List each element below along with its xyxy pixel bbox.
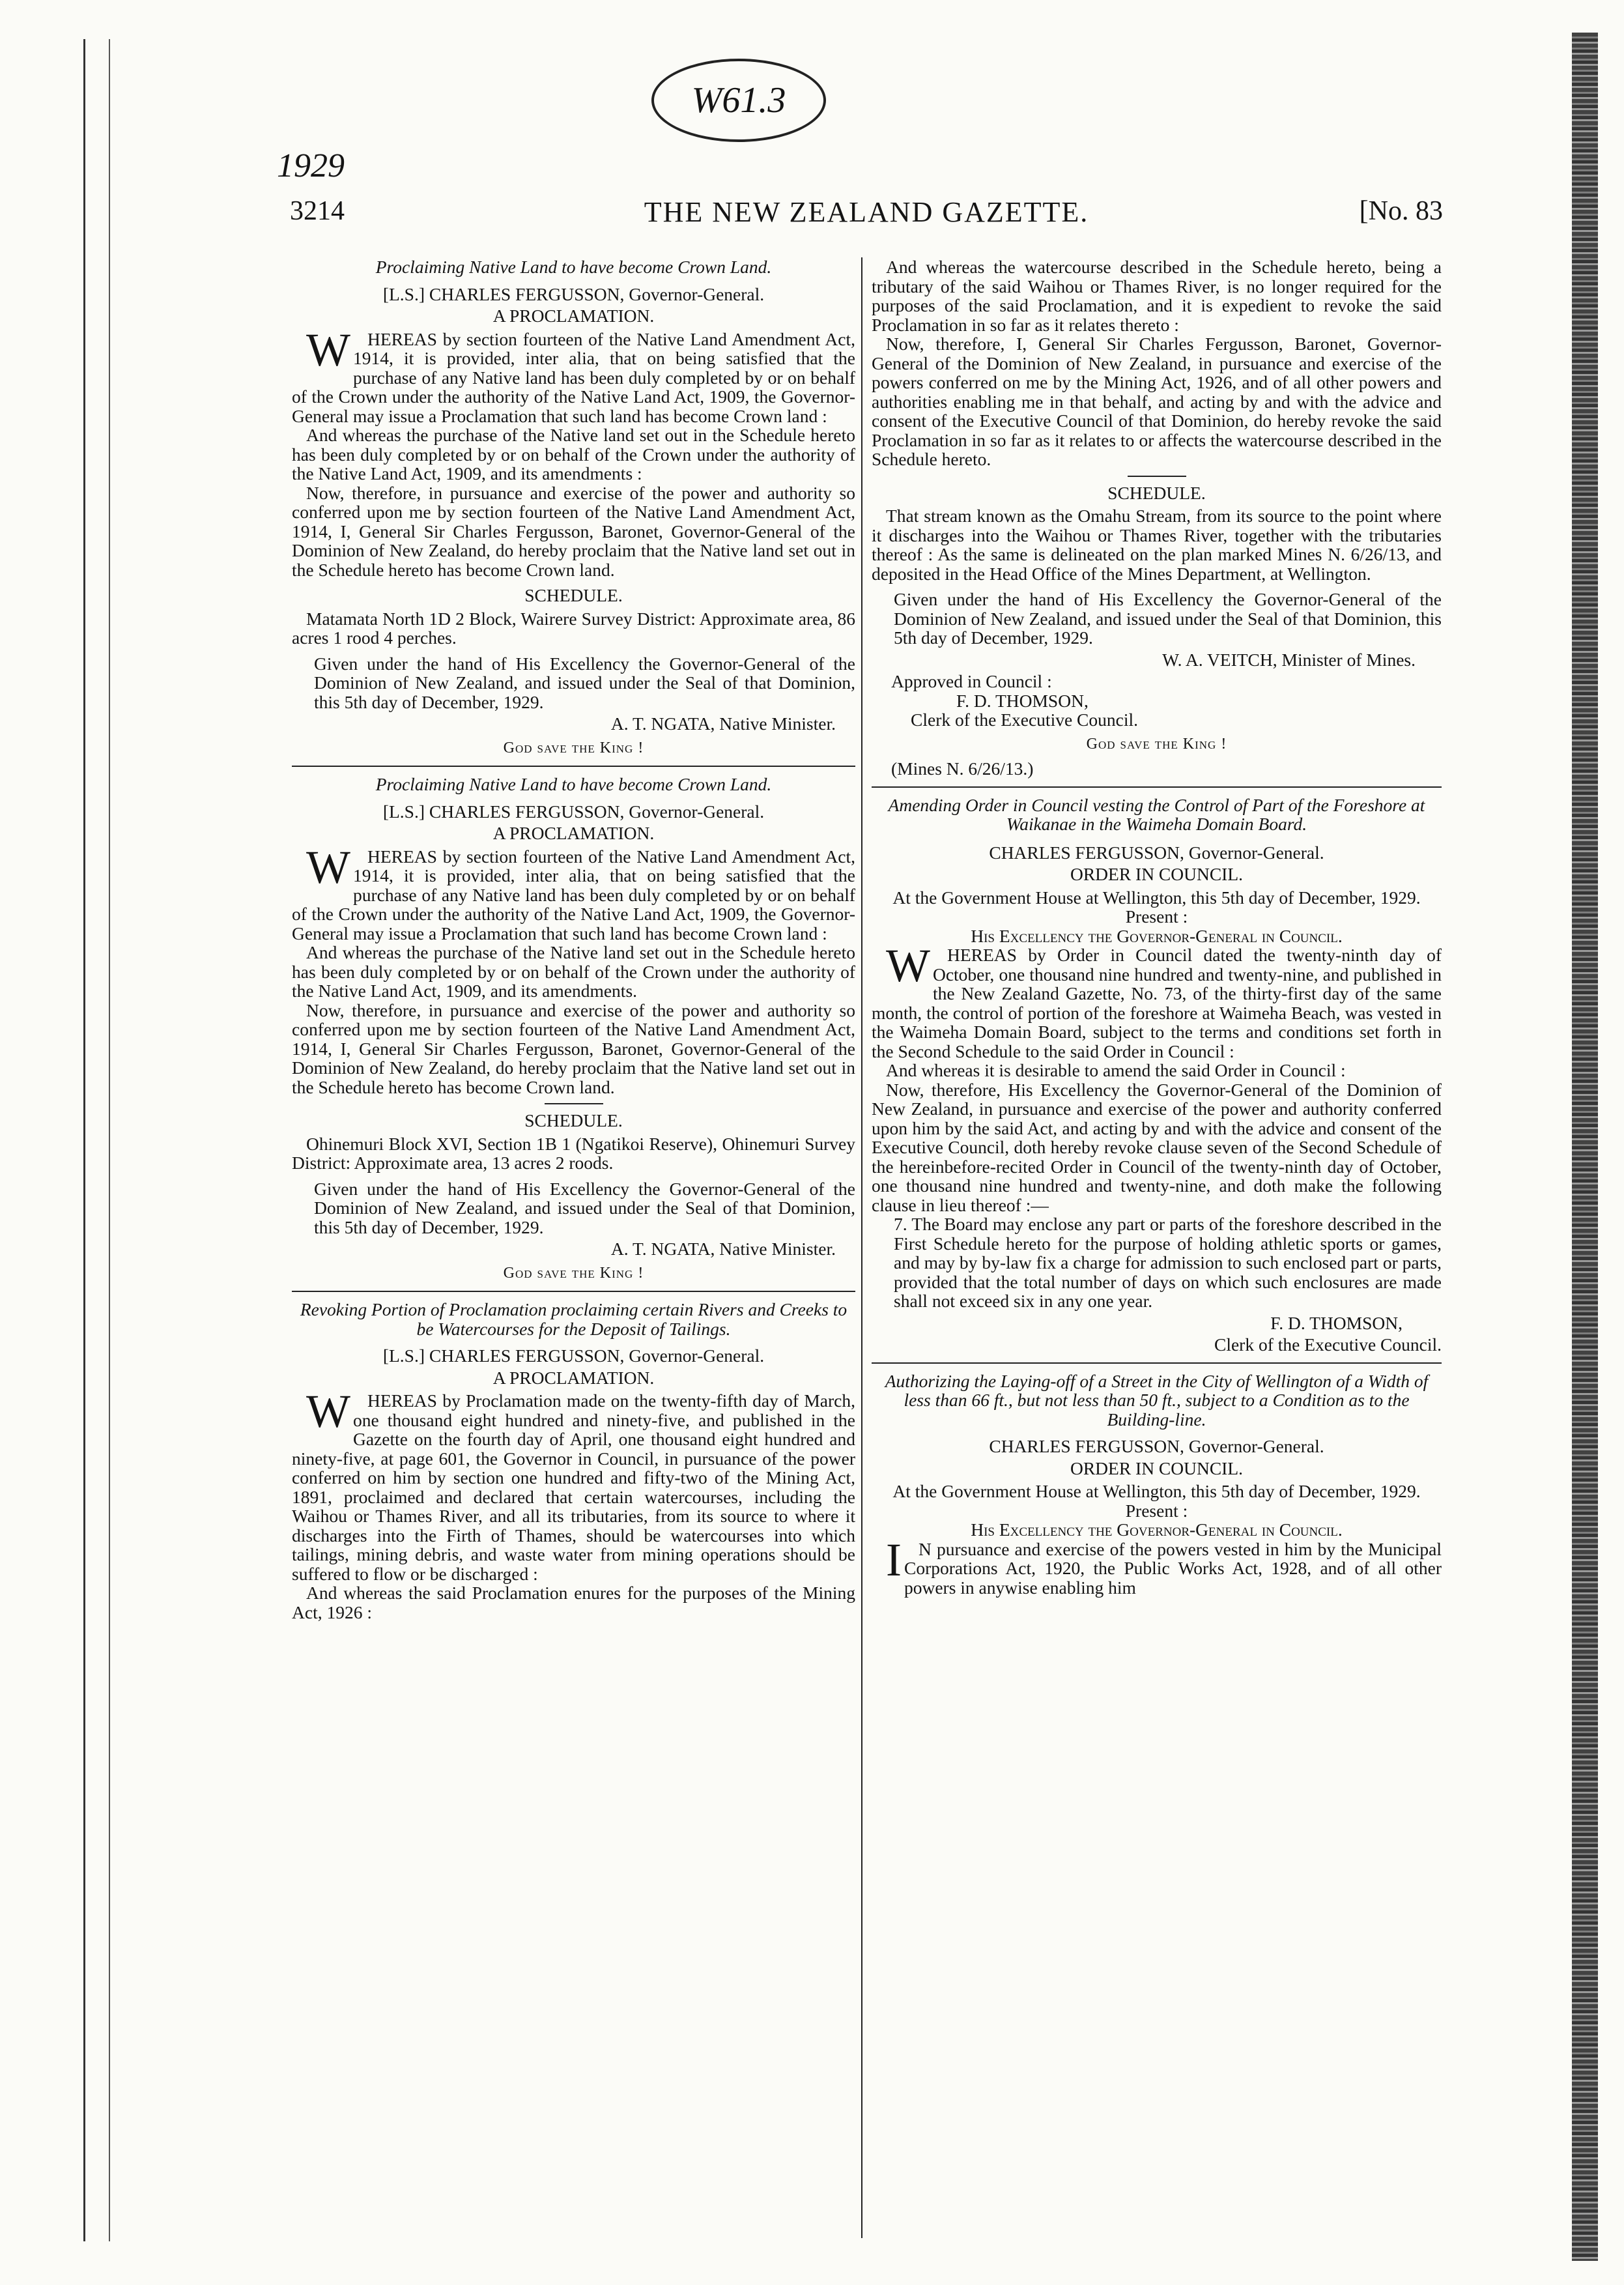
god-save-the-king: God save the King ! <box>503 739 644 756</box>
governor-line: [L.S.] CHARLES FERGUSSON, Governor-General. <box>382 283 765 304</box>
governor-line: [L.S.] CHARLES FERGUSSON, Governor-General. <box>382 1345 765 1366</box>
schedule-text: Matamata North 1D 2 Block, Wairere Survey District: Approximate area, 86 acres 1 rood 4 perches. <box>292 608 855 648</box>
drop-cap: W <box>306 841 350 893</box>
present-label: Present : <box>1125 1500 1188 1521</box>
paragraph: HEREAS by section fourteen of the Native Land Amendment Act, 1914, it is provided, inter alia, that on being satisfied that the purchase of any Native land has been duly completed by or on behalf of the Crown under the authority of the Native Land Act, 1909, the Governor-General may issue a Proclamation that such land has become Crown land : <box>292 328 855 426</box>
clause-seven: 7. The Board may enclose any part or parts of the foreshore described in the First Schedule hereto for the purpose of holding athletic sports or games, and may by by-law fix a charge for admission to such enclosed part or parts, provided that the total number of days on which such enclosures are made shall not exceed six in any one year. <box>894 1214 1442 1311</box>
notice-caption: Authorizing the Laying-off of a Street in the City of Wellington of a Width of less than 66 ft., but not less than 50 ft., subject to a Condition as to the Building-line. <box>885 1370 1429 1430</box>
proclamation-heading: A PROCLAMATION. <box>492 1367 655 1388</box>
signature: A. T. NGATA, Native Minister. <box>610 1239 836 1259</box>
governor-line: [L.S.] CHARLES FERGUSSON, Governor-General. <box>382 801 765 822</box>
schedule-text: That stream known as the Omahu Stream, from its source to the point where it discharges into the Waihou or Thames River, together with the tributaries thereof : As the same is delineated on the plan marked Mines N. 6/26/13, and deposited in the Head Office of the Mines Department, at Wellington. <box>872 506 1442 584</box>
paragraph: And whereas it is desirable to amend the said Order in Council : <box>886 1060 1346 1080</box>
notice-wellington-street <box>872 1372 1442 1598</box>
schedule-heading: SCHEDULE. <box>524 1110 623 1130</box>
clerk-title: Clerk of the Executive Council. <box>1214 1334 1442 1355</box>
council-line: His Excellency the Governor-General in Council. <box>971 925 1343 946</box>
paragraph: HEREAS by section fourteen of the Native Land Amendment Act, 1914, it is provided, inter alia, that on being satisfied that the purchase of any Native land has been duly completed by or on behalf of the Crown under the authority of the Native Land Act, 1909, the Governor-General may issue a Proclamation that such land has become Crown land : <box>292 846 855 943</box>
order-heading: ORDER IN COUNCIL. <box>1070 1458 1244 1478</box>
paragraph: And whereas the purchase of the Native land set out in the Schedule hereto has been duly completed by or on behalf of the Crown under the authority of the Native Land Act, 1909, and its amendments. <box>292 942 855 1001</box>
governor-line: CHARLES FERGUSSON, Governor-General. <box>989 842 1324 863</box>
notice-caption: Revoking Portion of Proclamation proclaiming certain Rivers and Creeks to be Watercourses for the Deposit of Tailings. <box>300 1299 848 1339</box>
drop-cap: W <box>306 1385 350 1437</box>
proclamation-heading: A PROCLAMATION. <box>492 306 655 326</box>
given-clause: Given under the hand of His Excellency the Governor-General of the Dominion of New Zealand, and issued under the Seal of that Dominion, this 5th day of December, 1929. <box>314 1178 855 1237</box>
given-clause: Given under the hand of His Excellency the Governor-General of the Dominion of New Zealand, and issued under the Seal of that Dominion, this 5th day of December, 1929. <box>894 589 1442 648</box>
divider <box>872 786 1442 788</box>
handwritten-year-note: 1929 <box>277 147 345 184</box>
paragraph: And whereas the said Proclamation enures for the purposes of the Mining Act, 1926 : <box>292 1583 855 1622</box>
reference-number: (Mines N. 6/26/13.) <box>891 758 1034 779</box>
drop-cap: W <box>306 323 350 376</box>
notice-revoking-continued <box>872 257 1442 779</box>
proclamation-heading: A PROCLAMATION. <box>492 823 655 843</box>
page-header <box>290 195 1443 235</box>
short-rule <box>1128 476 1186 477</box>
gazette-title: THE NEW ZEALAND GAZETTE. <box>644 196 1089 228</box>
binding-margin <box>83 39 110 2241</box>
council-line: His Excellency the Governor-General in Council. <box>971 1519 1343 1540</box>
order-heading: ORDER IN COUNCIL. <box>1070 864 1244 884</box>
notice-caption: Proclaiming Native Land to have become Crown Land. <box>375 774 772 794</box>
paragraph: HEREAS by Proclamation made on the twenty-fifth day of March, one thousand eight hundred and ninety-five, and published in the Gazette on the fourth day of April, one thousand eight hundred and ninety-five, at page 601, the Governor in Council, in pursuance of the power conferred on him by section one hundred and fifty-two of the Mining Act, 1891, proclaimed and declared that certain watercourses, including the Waihou or Thames River, and all its tributaries, from its source to where it discharges into the Firth of Thames, should be watercourses into which tailings, mining debris, and waste water from mining operations should be suffered to flow or be discharged : <box>292 1390 855 1584</box>
governor-line: CHARLES FERGUSSON, Governor-General. <box>989 1436 1324 1456</box>
present-label: Present : <box>1125 906 1188 927</box>
signature: W. A. VEITCH, Minister of Mines. <box>1162 649 1416 670</box>
place-and-date: At the Government House at Wellington, this 5th day of December, 1929. <box>892 887 1421 908</box>
god-save-the-king: God save the King ! <box>1086 735 1227 753</box>
clerk-title: Clerk of the Executive Council. <box>911 710 1139 730</box>
divider <box>872 1362 1442 1364</box>
given-clause: Given under the hand of His Excellency the Governor-General of the Dominion of New Zealand, and issued under the Seal of that Dominion, this 5th day of December, 1929. <box>314 653 855 712</box>
right-column <box>872 257 1442 1597</box>
left-column <box>292 257 855 1622</box>
notice-waimeha-foreshore <box>872 796 1442 1355</box>
paragraph: HEREAS by Order in Council dated the twenty-ninth day of October, one thousand nine hundred and twenty-nine, and published in the New Zealand Gazette, No. 73, of the thirty-first day of the same month, the control of portion of the foreshore at Waimeha Beach, was vested in the Waimeha Domain Board, subject to the terms and conditions set forth in the Second Schedule to the said Order in Council : <box>872 945 1442 1061</box>
schedule-heading: SCHEDULE. <box>1107 482 1206 503</box>
notice-caption: Amending Order in Council vesting the Control of Part of the Foreshore at Waikanae in the Waimeha Domain Board. <box>888 794 1425 834</box>
god-save-the-king: God save the King ! <box>503 1264 644 1282</box>
drop-cap: I <box>886 1533 902 1586</box>
paragraph: And whereas the watercourse described in the Schedule hereto, being a tributary of the said Waihou or Thames River, is no longer required for the purposes of the said Proclamation, and it is expedient to revoke the said Proclamation in so far as it relates thereto : <box>872 257 1442 335</box>
torn-page-edge <box>1572 33 1598 2261</box>
drop-cap: W <box>886 940 930 992</box>
notice-revoking-watercourses <box>292 1300 855 1622</box>
schedule-text: Ohinemuri Block XVI, Section 1B 1 (Ngatikoi Reserve), Ohinemuri Survey District: Approximate area, 13 acres 2 roods. <box>292 1133 855 1173</box>
clerk-name: F. D. THOMSON, <box>1270 1312 1403 1333</box>
notice-caption: Proclaiming Native Land to have become Crown Land. <box>375 257 772 277</box>
paragraph: Now, therefore, His Excellency the Governor-General of the Dominion of New Zealand, in pursuance and exercise of the power and authority conferred upon him by the said Act, and acting by and with the advice and consent of the Executive Council, doth hereby revoke clause seven of the Second Schedule of the hereinbefore-recited Order in Council of the twenty-ninth day of October, one thousand nine hundred and twenty-nine, and doth make the following clause in lieu thereof :— <box>872 1079 1442 1215</box>
signature: A. T. NGATA, Native Minister. <box>610 713 836 734</box>
handwritten-reference-stamp: W61.3 <box>651 59 826 142</box>
notice-native-land-1 <box>292 257 855 758</box>
paragraph: Now, therefore, in pursuance and exercise of the power and authority so conferred upon me by section fourteen of the Native Land Amendment Act, 1914, I, General Sir Charles Fergusson, Baronet, Governor-General of the Dominion of New Zealand, do hereby proclaim that the Native land set out in the Schedule hereto has become Crown land. <box>292 999 855 1097</box>
short-rule <box>545 1103 603 1104</box>
notice-native-land-2 <box>292 775 855 1283</box>
paragraph: Now, therefore, I, General Sir Charles Fergusson, Baronet, Governor-General of the Dominion of New Zealand, in pursuance and exercise of the powers conferred on me by the Mining Act, 1926, and of all other powers and authorities enabling me in that behalf, and acting by and with the advice and consent of the Executive Council of that Dominion, do hereby revoke the said Proclamation in so far as it relates to or affects the watercourse described in the Schedule hereto. <box>872 334 1442 469</box>
paragraph: N pursuance and exercise of the powers vested in him by the Municipal Corporations Act, 1920, the Public Works Act, 1928, and of all other powers in anywise enabling him <box>904 1538 1442 1598</box>
divider <box>292 1291 855 1292</box>
divider <box>292 766 855 767</box>
page-number: 3214 <box>290 196 345 226</box>
clerk-name: F. D. THOMSON, <box>956 690 1089 711</box>
column-divider <box>861 257 862 2238</box>
schedule-heading: SCHEDULE. <box>524 585 623 605</box>
approved-in-council: Approved in Council : <box>891 671 1052 691</box>
paragraph: And whereas the purchase of the Native land set out in the Schedule hereto has been duly completed by or on behalf of the Crown under the authority of the Native Land Act, 1909, and its amendments : <box>292 425 855 483</box>
paragraph: Now, therefore, in pursuance and exercise of the power and authority so conferred upon me by section fourteen of the Native Land Amendment Act, 1914, I, General Sir Charles Fergusson, Baronet, Governor-General of the Dominion of New Zealand, do hereby proclaim that the Native land set out in the Schedule hereto has become Crown land. <box>292 482 855 580</box>
issue-number: [No. 83 <box>1359 196 1443 226</box>
place-and-date: At the Government House at Wellington, this 5th day of December, 1929. <box>892 1481 1421 1501</box>
